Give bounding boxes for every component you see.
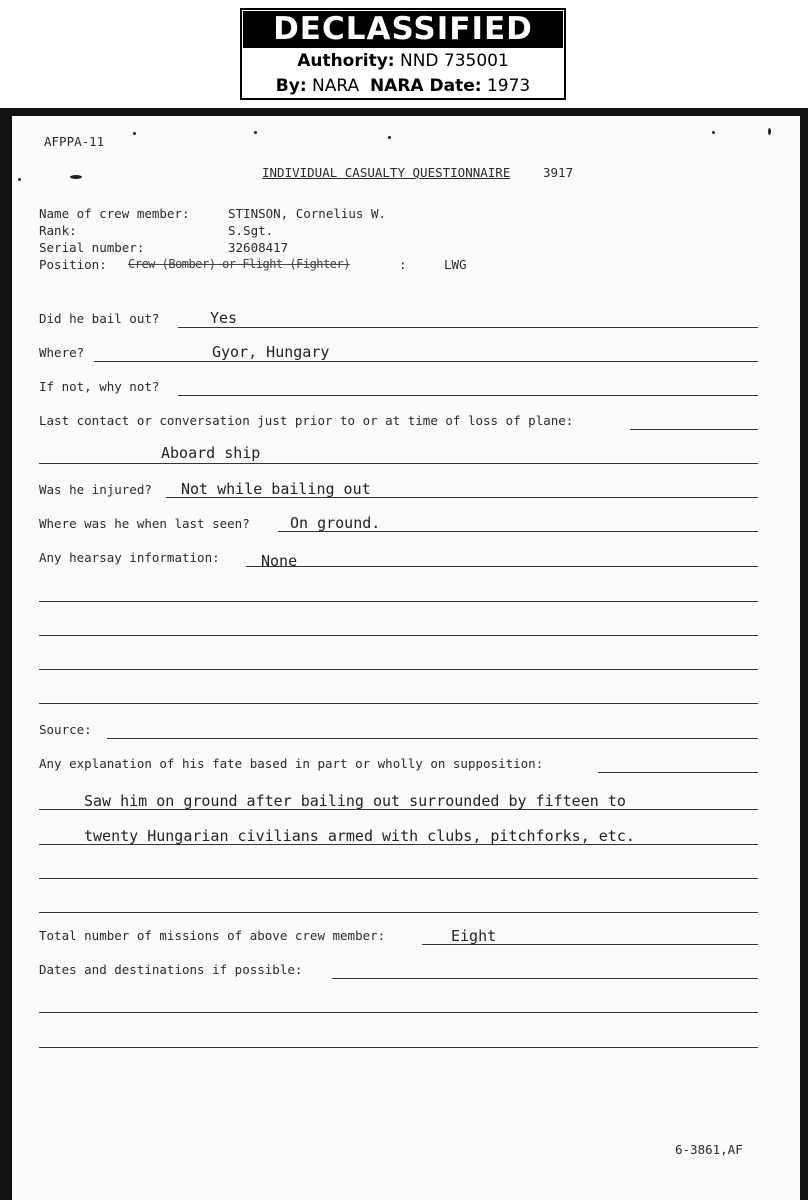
- stamp-by-value: NARA: [312, 76, 360, 96]
- declassified-stamp: [240, 8, 566, 100]
- serial-label: Serial number:: [39, 240, 145, 255]
- scan-speck: [388, 136, 391, 139]
- explanation-line-4: [39, 878, 758, 879]
- hearsay-label: Any hearsay information:: [39, 550, 220, 565]
- stamp-authority-label: Authority:: [297, 51, 395, 71]
- bail-line: [178, 327, 758, 328]
- explanation-text-1: Saw him on ground after bailing out surrounded by fifteen to: [84, 792, 626, 810]
- explanation-line-1: [598, 772, 758, 773]
- stamp-title: DECLASSIFIED: [243, 11, 563, 48]
- stamp-by-line: [242, 74, 564, 99]
- document-page: [12, 116, 800, 1200]
- contact-value: Aboard ship: [161, 444, 261, 462]
- hearsay-line-1: [246, 566, 758, 567]
- bail-value: Yes: [210, 309, 238, 327]
- explanation-line-5: [39, 912, 758, 913]
- missions-value: Eight: [451, 927, 497, 945]
- dates-line-3: [39, 1047, 758, 1048]
- scan-speck: [712, 131, 715, 134]
- rank-label: Rank:: [39, 223, 77, 238]
- footer-code: 6-3861,AF: [675, 1142, 743, 1157]
- dates-line-2: [39, 1012, 758, 1013]
- contact-line-2: [39, 463, 758, 464]
- stamp-date-label: NARA Date:: [369, 76, 482, 96]
- lastseen-label: Where was he when last seen?: [39, 516, 250, 531]
- explanation-text-2: twenty Hungarian civilians armed with clubs, pitchforks, etc.: [84, 827, 635, 845]
- source-label: Source:: [39, 722, 92, 737]
- explanation-line-2: [39, 809, 758, 810]
- hearsay-line-4: [39, 669, 758, 670]
- scan-speck: [768, 128, 771, 135]
- form-number: 3917: [543, 165, 574, 180]
- name-label: Name of crew member:: [39, 206, 190, 221]
- contact-label: Last contact or conversation just prior to or at time of loss of plane:: [39, 413, 574, 428]
- stamp-date-value: 1973: [486, 76, 531, 96]
- source-line: [107, 738, 758, 739]
- form-code: AFPPA-11: [44, 134, 105, 149]
- missions-label: Total number of missions of above crew member:: [39, 928, 386, 943]
- scan-speck: [18, 178, 21, 181]
- name-value: STINSON, Cornelius W.: [228, 206, 387, 221]
- lastseen-value: On ground.: [290, 514, 381, 532]
- scan-speck: [254, 131, 257, 134]
- position-value: LWG: [444, 257, 467, 272]
- where-line: [94, 361, 758, 362]
- where-value: Gyor, Hungary: [212, 343, 330, 361]
- explanation-line-3: [39, 844, 758, 845]
- serial-value: 32608417: [228, 240, 289, 255]
- dates-label: Dates and destinations if possible:: [39, 962, 303, 977]
- ifnot-line: [178, 395, 758, 396]
- stamp-authority-value: NND 735001: [399, 51, 509, 71]
- position-struck-text: Crew (Bomber) or Flight (Fighter): [128, 257, 350, 271]
- hearsay-line-3: [39, 635, 758, 636]
- hearsay-line-2: [39, 601, 758, 602]
- explanation-label: Any explanation of his fate based in part or wholly on supposition:: [39, 756, 544, 771]
- injured-value: Not while bailing out: [181, 480, 371, 498]
- stamp-by-label: By:: [275, 76, 307, 96]
- injured-label: Was he injured?: [39, 482, 152, 497]
- where-label: Where?: [39, 345, 85, 360]
- bail-label: Did he bail out?: [39, 311, 160, 326]
- scan-speck: [70, 175, 82, 179]
- hearsay-value: None: [261, 552, 298, 570]
- dates-line-1: [332, 978, 758, 979]
- rank-value: S.Sgt.: [228, 223, 274, 238]
- hearsay-line-5: [39, 703, 758, 704]
- ifnot-label: If not, why not?: [39, 379, 160, 394]
- stamp-authority-line: [242, 49, 564, 74]
- position-label: Position:: [39, 257, 107, 272]
- form-title: INDIVIDUAL CASUALTY QUESTIONNAIRE: [262, 165, 511, 180]
- scan-speck: [133, 132, 136, 135]
- contact-line-1: [630, 429, 758, 430]
